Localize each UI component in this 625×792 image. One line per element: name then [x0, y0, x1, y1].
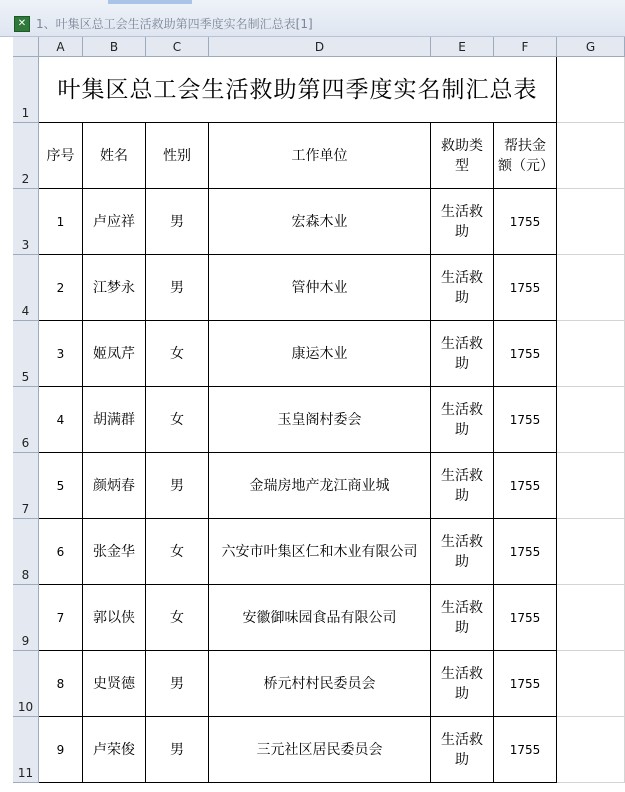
- window-titlebar: [0, 0, 625, 37]
- row-number: 2: [21, 172, 30, 186]
- cell-name[interactable]: 江梦永: [83, 255, 146, 321]
- cell-g[interactable]: [557, 387, 625, 453]
- cell-g[interactable]: [557, 321, 625, 387]
- row-number: 5: [21, 370, 30, 384]
- row-number: 10: [17, 700, 34, 714]
- cell-type[interactable]: 生活救助: [431, 189, 494, 255]
- cell-name[interactable]: 姬凤芹: [83, 321, 146, 387]
- row-header-2[interactable]: [13, 123, 39, 189]
- cell-amount[interactable]: 1755: [494, 189, 557, 255]
- cell-name[interactable]: 卢荣俊: [83, 717, 146, 783]
- row-header-5[interactable]: [13, 321, 39, 387]
- cell-amount[interactable]: 1755: [494, 519, 557, 585]
- row-header-11[interactable]: [13, 717, 39, 783]
- cell-type[interactable]: 生活救助: [431, 717, 494, 783]
- cell-unit[interactable]: 三元社区居民委员会: [209, 717, 431, 783]
- column-header-g[interactable]: G: [557, 37, 625, 57]
- row-number: 1: [21, 106, 30, 120]
- cell-amount[interactable]: 1755: [494, 651, 557, 717]
- cell-gender[interactable]: 男: [146, 453, 209, 519]
- row-header-9[interactable]: [13, 585, 39, 651]
- row-header-6[interactable]: [13, 387, 39, 453]
- cell-unit[interactable]: 康运木业: [209, 321, 431, 387]
- row-header-8[interactable]: [13, 519, 39, 585]
- excel-sheet-icon[interactable]: ✕: [14, 16, 30, 32]
- cell-seq[interactable]: 9: [39, 717, 83, 783]
- cell-seq[interactable]: 2: [39, 255, 83, 321]
- cell-g[interactable]: [557, 255, 625, 321]
- cell-amount[interactable]: 1755: [494, 387, 557, 453]
- cell-type[interactable]: 生活救助: [431, 519, 494, 585]
- cell-g[interactable]: [557, 717, 625, 783]
- cell-type[interactable]: 生活救助: [431, 321, 494, 387]
- header-cell-gender[interactable]: 性别: [146, 123, 209, 189]
- cell-type[interactable]: 生活救助: [431, 585, 494, 651]
- cell-unit[interactable]: 安徽御味园食品有限公司: [209, 585, 431, 651]
- row-number: 7: [21, 502, 30, 516]
- cell-amount[interactable]: 1755: [494, 453, 557, 519]
- cell-g[interactable]: [557, 453, 625, 519]
- row-header-10[interactable]: [13, 651, 39, 717]
- header-cell-name[interactable]: 姓名: [83, 123, 146, 189]
- cell-g[interactable]: [557, 651, 625, 717]
- header-cell-type[interactable]: 救助类型: [431, 123, 494, 189]
- cell-gender[interactable]: 男: [146, 651, 209, 717]
- column-header-e[interactable]: E: [431, 37, 494, 57]
- cell-gender[interactable]: 女: [146, 321, 209, 387]
- cell-unit[interactable]: 玉皇阁村委会: [209, 387, 431, 453]
- row-header-3[interactable]: [13, 189, 39, 255]
- cell-name[interactable]: 颜炳春: [83, 453, 146, 519]
- cell-unit[interactable]: 六安市叶集区仁和木业有限公司: [209, 519, 431, 585]
- cell-amount[interactable]: 1755: [494, 321, 557, 387]
- cell-g[interactable]: [557, 519, 625, 585]
- cell-seq[interactable]: 6: [39, 519, 83, 585]
- header-cell-seq[interactable]: 序号: [39, 123, 83, 189]
- cell-type[interactable]: 生活救助: [431, 651, 494, 717]
- cell-amount[interactable]: 1755: [494, 255, 557, 321]
- cell-g2[interactable]: [557, 123, 625, 189]
- cell-seq[interactable]: 5: [39, 453, 83, 519]
- cell-unit[interactable]: 金瑞房地产龙江商业城: [209, 453, 431, 519]
- row-number: 9: [21, 634, 30, 648]
- row-number: 3: [21, 238, 30, 252]
- cell-gender[interactable]: 男: [146, 717, 209, 783]
- header-cell-unit[interactable]: 工作单位: [209, 123, 431, 189]
- select-all-corner[interactable]: [13, 37, 39, 57]
- cell-unit[interactable]: 桥元村村民委员会: [209, 651, 431, 717]
- cell-g[interactable]: [557, 189, 625, 255]
- cell-seq[interactable]: 1: [39, 189, 83, 255]
- cell-gender[interactable]: 女: [146, 585, 209, 651]
- cell-g1[interactable]: [557, 57, 625, 123]
- column-header-b[interactable]: B: [83, 37, 146, 57]
- cell-seq[interactable]: 4: [39, 387, 83, 453]
- tab-highlight: [108, 0, 192, 4]
- cell-unit[interactable]: 管仲木业: [209, 255, 431, 321]
- row-number: 8: [21, 568, 30, 582]
- cell-name[interactable]: 张金华: [83, 519, 146, 585]
- cell-gender[interactable]: 男: [146, 255, 209, 321]
- cell-seq[interactable]: 3: [39, 321, 83, 387]
- cell-name[interactable]: 史贤德: [83, 651, 146, 717]
- row-header-7[interactable]: [13, 453, 39, 519]
- spreadsheet-grid[interactable]: [13, 37, 625, 792]
- column-header-d[interactable]: D: [209, 37, 431, 57]
- cell-gender[interactable]: 男: [146, 189, 209, 255]
- cell-name[interactable]: 郭以侠: [83, 585, 146, 651]
- cell-type[interactable]: 生活救助: [431, 453, 494, 519]
- row-number: 4: [21, 304, 30, 318]
- cell-amount[interactable]: 1755: [494, 717, 557, 783]
- row-number: 6: [21, 436, 30, 450]
- column-header-a[interactable]: A: [39, 37, 83, 57]
- cell-g[interactable]: [557, 585, 625, 651]
- window-title: 1、叶集区总工会生活救助第四季度实名制汇总表[1]: [36, 17, 313, 31]
- header-cell-amount[interactable]: 帮扶金额（元）: [494, 123, 557, 189]
- cell-name[interactable]: 卢应祥: [83, 189, 146, 255]
- cell-amount[interactable]: 1755: [494, 585, 557, 651]
- cell-type[interactable]: 生活救助: [431, 255, 494, 321]
- cell-seq[interactable]: 8: [39, 651, 83, 717]
- sheet-title[interactable]: 叶集区总工会生活救助第四季度实名制汇总表: [39, 57, 557, 123]
- cell-unit[interactable]: 宏森木业: [209, 189, 431, 255]
- row-header-4[interactable]: [13, 255, 39, 321]
- row-number: 11: [17, 766, 34, 780]
- cell-gender[interactable]: 女: [146, 519, 209, 585]
- cell-name[interactable]: 胡满群: [83, 387, 146, 453]
- cell-gender[interactable]: 女: [146, 387, 209, 453]
- row-header-1[interactable]: [13, 57, 39, 123]
- cell-seq[interactable]: 7: [39, 585, 83, 651]
- column-header-f[interactable]: F: [494, 37, 557, 57]
- column-header-c[interactable]: C: [146, 37, 209, 57]
- cell-type[interactable]: 生活救助: [431, 387, 494, 453]
